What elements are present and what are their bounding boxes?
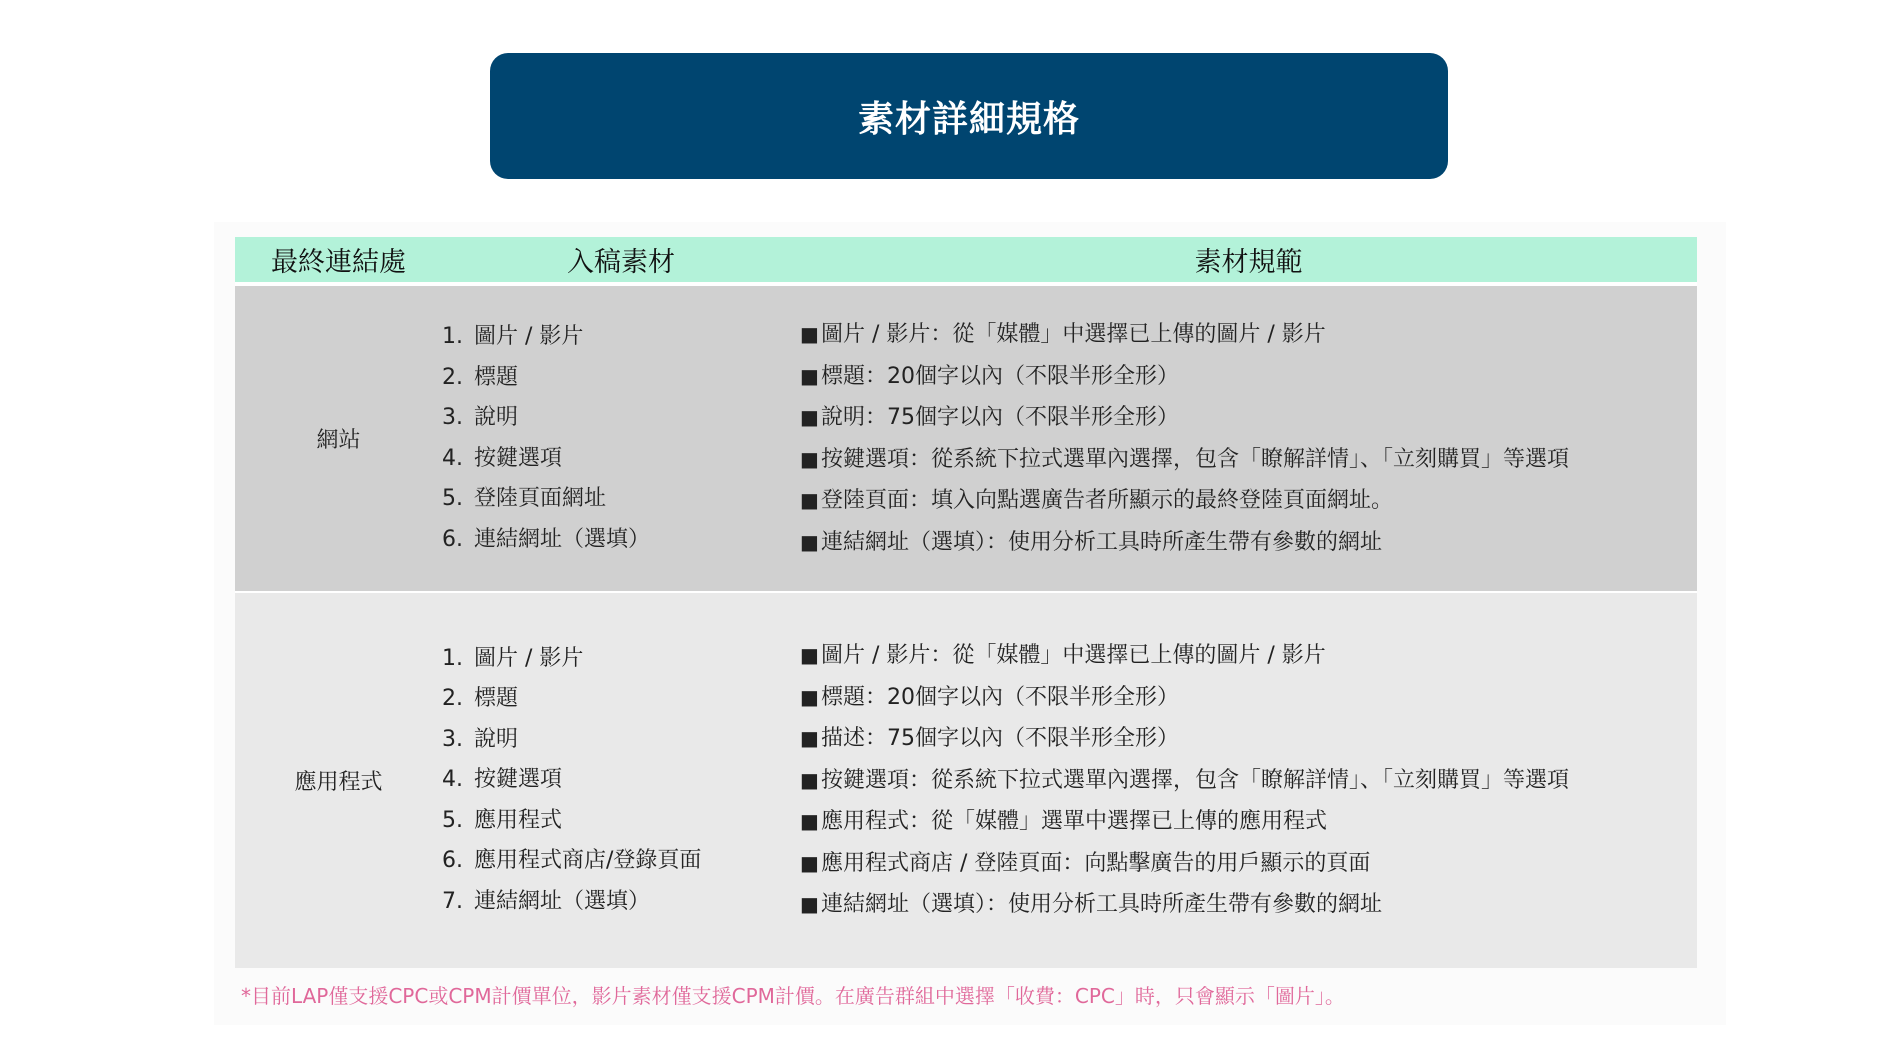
destination-cell-app: 應用程式 — [235, 592, 442, 968]
asset-item-text: 按鍵選項 — [474, 767, 563, 793]
spec-item-text: 連結網址（選填）：使用分析工具時所產生帶有參數的網址 — [821, 529, 1383, 555]
square-bullet-icon: ■ — [800, 850, 819, 875]
spec-item-text: 描述：75個字以內（不限半形全形） — [821, 726, 1179, 752]
header-assets: 入稿素材 — [442, 237, 800, 284]
square-bullet-icon: ■ — [800, 892, 819, 917]
spec-item — [800, 760, 1697, 802]
square-bullet-icon: ■ — [800, 767, 819, 792]
assets-list-app — [442, 639, 800, 923]
asset-item — [442, 882, 800, 923]
asset-item — [442, 760, 800, 801]
footnote: *目前LAP僅支援CPC或CPM計價單位，影片素材僅支援CPM計價。在廣告群組中選擇「收費：CPC」時，只會顯示「圖片」。 — [241, 984, 1345, 1008]
spec-item-text: 連結網址（選填）：使用分析工具時所產生帶有參數的網址 — [821, 892, 1383, 918]
square-bullet-icon: ■ — [800, 809, 819, 834]
asset-item — [442, 720, 800, 761]
table-header-row — [235, 237, 1697, 284]
spec-item-text: 按鍵選項：從系統下拉式選單內選擇，包含「瞭解詳情」、「立刻購買」等選項 — [821, 767, 1570, 793]
spec-item — [800, 884, 1697, 926]
asset-item-number: 2. — [442, 686, 463, 712]
spec-item — [800, 801, 1697, 843]
asset-item-number: 3. — [442, 726, 463, 752]
asset-item-number: 1. — [442, 324, 463, 349]
table-row-website — [235, 284, 1697, 592]
asset-item-text: 應用程式 — [474, 807, 563, 833]
spec-item-text: 圖片 / 影片：從「媒體」中選擇已上傳的圖片 / 影片 — [821, 643, 1326, 669]
table-row-app — [235, 592, 1697, 968]
spec-item — [800, 677, 1697, 719]
asset-item — [442, 479, 800, 520]
asset-item — [442, 639, 800, 680]
specs-list-website — [800, 314, 1697, 563]
spec-item — [800, 397, 1697, 439]
asset-item-text: 說明 — [474, 405, 519, 430]
asset-item-number: 6. — [442, 848, 463, 874]
square-bullet-icon: ■ — [800, 643, 819, 668]
square-bullet-icon: ■ — [800, 684, 819, 709]
square-bullet-icon: ■ — [800, 488, 819, 512]
spec-item-text: 應用程式：從「媒體」選單中選擇已上傳的應用程式 — [821, 809, 1328, 835]
asset-item-number: 1. — [442, 645, 463, 671]
assets-list-website — [442, 317, 800, 560]
asset-item — [442, 358, 800, 399]
asset-item-number: 6. — [442, 526, 463, 552]
spec-item-text: 登陸頁面：填入向點選廣告者所顯示的最終登陸頁面網址。 — [821, 488, 1394, 513]
asset-item-number: 4. — [442, 445, 463, 471]
square-bullet-icon: ■ — [800, 363, 819, 388]
page-title: 素材詳細規格 — [857, 98, 1080, 140]
assets-cell-app — [442, 592, 800, 968]
asset-item-number: 4. — [442, 767, 463, 793]
spec-item — [800, 314, 1697, 356]
spec-item — [800, 522, 1697, 564]
asset-item-text: 標題 — [474, 686, 519, 712]
asset-item-number: 5. — [442, 807, 463, 833]
asset-item — [442, 439, 800, 480]
asset-item-text: 標題 — [474, 364, 519, 390]
spec-item — [800, 718, 1697, 760]
asset-item — [442, 841, 800, 882]
asset-item — [442, 520, 800, 561]
asset-item — [442, 398, 800, 439]
specs-cell-website — [800, 284, 1697, 592]
asset-item-number: 5. — [442, 486, 463, 511]
square-bullet-icon: ■ — [800, 405, 819, 429]
spec-item — [800, 843, 1697, 885]
asset-item-text: 登陸頁面網址 — [474, 486, 607, 511]
spec-item-text: 應用程式商店 / 登陸頁面：向點擊廣告的用戶顯示的頁面 — [821, 850, 1371, 876]
asset-item — [442, 679, 800, 720]
specs-list-app — [800, 635, 1697, 926]
asset-item-text: 連結網址（選填） — [474, 888, 651, 914]
spec-item-text: 說明：75個字以內（不限半形全形） — [821, 405, 1179, 430]
destination-cell-website: 網站 — [235, 284, 442, 592]
asset-item-text: 連結網址（選填） — [474, 526, 651, 552]
asset-item-number: 7. — [442, 888, 463, 914]
header-specs: 素材規範 — [800, 237, 1697, 284]
title-banner — [490, 53, 1448, 179]
asset-item-number: 3. — [442, 405, 463, 430]
square-bullet-icon: ■ — [800, 529, 819, 554]
spec-item-text: 按鍵選項：從系統下拉式選單內選擇，包含「瞭解詳情」、「立刻購買」等選項 — [821, 446, 1570, 472]
spec-item — [800, 635, 1697, 677]
square-bullet-icon: ■ — [800, 322, 819, 346]
spec-item — [800, 439, 1697, 481]
header-destination: 最終連結處 — [235, 237, 442, 284]
asset-item-text: 應用程式商店/登錄頁面 — [474, 848, 702, 874]
asset-item-text: 按鍵選項 — [474, 445, 563, 471]
spec-item-text: 圖片 / 影片：從「媒體」中選擇已上傳的圖片 / 影片 — [821, 322, 1326, 347]
asset-item-text: 圖片 / 影片 — [474, 324, 584, 349]
square-bullet-icon: ■ — [800, 446, 819, 471]
square-bullet-icon: ■ — [800, 726, 819, 751]
asset-item-number: 2. — [442, 364, 463, 390]
asset-item-text: 說明 — [474, 726, 519, 752]
spec-item-text: 標題：20個字以內（不限半形全形） — [821, 684, 1179, 710]
spec-item-text: 標題：20個字以內（不限半形全形） — [821, 363, 1179, 389]
asset-item-text: 圖片 / 影片 — [474, 645, 584, 671]
asset-item — [442, 317, 800, 358]
spec-item — [800, 480, 1697, 522]
spec-item — [800, 356, 1697, 398]
spec-table — [235, 237, 1697, 968]
asset-item — [442, 801, 800, 842]
assets-cell-website — [442, 284, 800, 592]
specs-cell-app — [800, 592, 1697, 968]
